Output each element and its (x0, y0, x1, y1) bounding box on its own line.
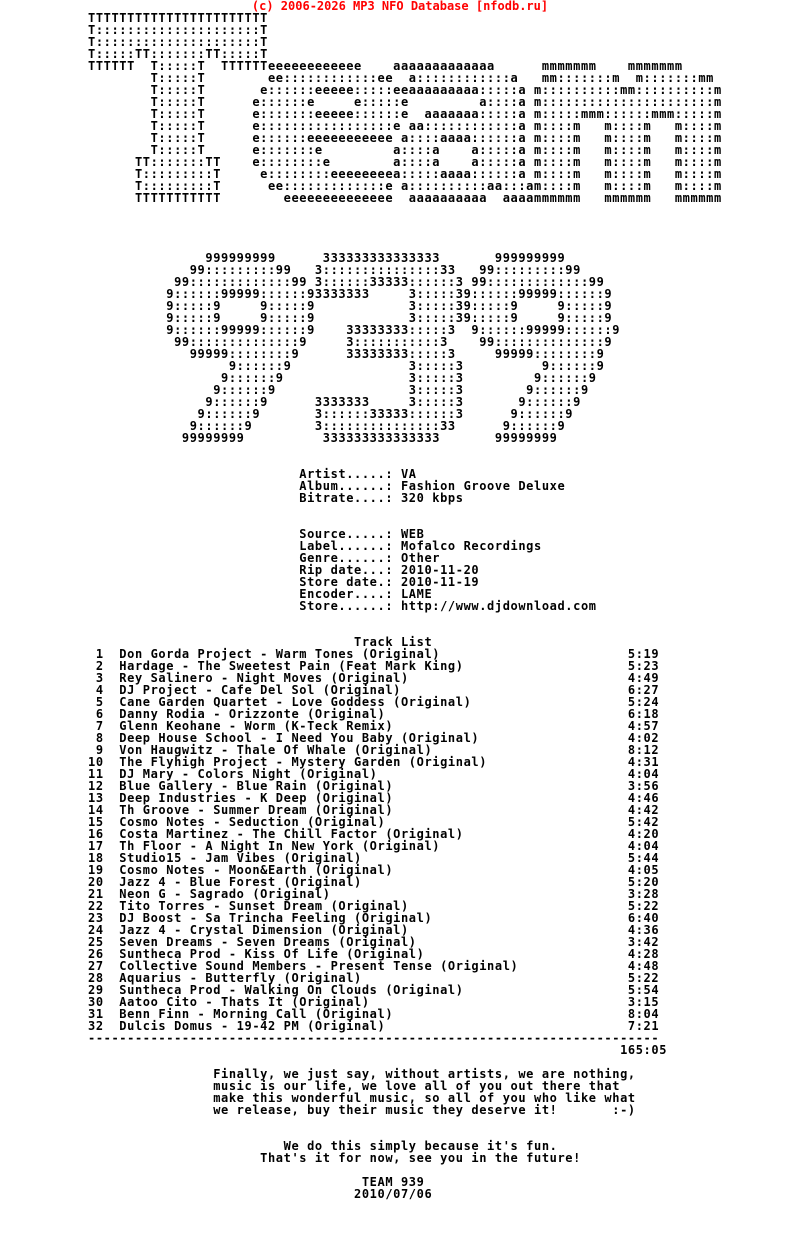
nfo-line: 10 The Flyhigh Project - Mystery Garden (Original) 4:31 (88, 755, 660, 769)
nfo-line: TTTTTTTTTTT eeeeeeeeeeeeee aaaaaaaaaa aaaammmmmm mmmmmm mmmmmm (88, 191, 722, 205)
nfo-line: Genre......: Other (88, 551, 441, 565)
nfo-line: 6 Danny Rodia - Orizzonte (Original) 6:18 (88, 707, 660, 721)
nfo-line: 9::::::9 3:::::3 9::::::9 (88, 359, 605, 373)
nfo-line: T:::::T e::::::eeeee:::::eeaaaaaaaaa:::::a m::::::::::mm::::::::::m (88, 83, 722, 97)
nfo-line: 99::::::::::::::9 3:::::::::::3 99::::::::::::::9 (88, 335, 613, 349)
nfo-line: Track List (88, 635, 433, 649)
nfo-line: 99999::::::::9 33333333:::::3 99999::::::::9 (88, 347, 605, 361)
nfo-line: music is our life, we love all of you out there that (88, 1079, 621, 1093)
nfo-line: 28 Aquarius - Butterfly (Original) 5:22 (88, 971, 660, 985)
nfo-line: 26 Suntheca Prod - Kiss Of Life (Original) 4:28 (88, 947, 660, 961)
nfo-line: 8 Deep House School - I Need You Baby (Original) 4:02 (88, 731, 660, 745)
nfo-line: TTTTTT T:::::T TTTTTTeeeeeeeeeeee aaaaaaaaaaaaa mmmmmmm mmmmmmm (88, 59, 683, 73)
nfo-line: Finally, we just say, without artists, we are nothing, (88, 1067, 636, 1081)
nfo-line: 17 Th Floor - A Night In New York (Original) 4:04 (88, 839, 660, 853)
nfo-line: Album......: Fashion Groove Deluxe (88, 479, 566, 493)
nfo-line: T:::::::::T e::::::::eeeeeeeea:::::aaaa::::::a m::::m m::::m m::::m (88, 167, 722, 181)
nfo-line: ------------------------------------------------------------------------- (88, 1031, 660, 1045)
nfo-line: 5 Cane Garden Quartet - Love Goddess (Original) 5:24 (88, 695, 660, 709)
nfo-line: Rip date...: 2010-11-20 (88, 563, 480, 577)
nfo-line: Bitrate....: 320 kbps (88, 491, 464, 505)
nfo-line: 25 Seven Dreams - Seven Dreams (Original) 3:42 (88, 935, 660, 949)
nfo-line: TEAM 939 (88, 1175, 425, 1189)
nfo-line: 9:::::9 9:::::9 3:::::39:::::9 9:::::9 (88, 311, 613, 325)
nfo-line: Source.....: WEB (88, 527, 425, 541)
nfo-line: Store......: http://www.djdownload.com (88, 599, 597, 613)
nfo-line: 9::::::9 3:::::3 9::::::9 (88, 371, 597, 385)
nfo-line: 99:::::::::99 3:::::::::::::::33 99:::::::::99 (88, 263, 581, 277)
nfo-line (88, 444, 722, 456)
nfo-line: T:::::T e:::::::e a::::a a:::::a m::::m m::::m m::::m (88, 143, 722, 157)
nfo-line: 7 Glenn Keohane - Worm (K-Teck Remix) 4:57 (88, 719, 660, 733)
nfo-line: 9::::::99999::::::93333333 3:::::39::::::99999::::::9 (88, 287, 613, 301)
nfo-text-block (88, 12, 722, 1200)
nfo-line: 23 DJ Boost - Sa Trincha Feeling (Original) 6:40 (88, 911, 660, 925)
nfo-line: 1 Don Gorda Project - Warm Tones (Original) 5:19 (88, 647, 660, 661)
nfo-line: T:::::::::::::::::::::T (88, 35, 268, 49)
nfo-line: 32 Dulcis Domus - 19-42 PM (Original) 7:21 (88, 1019, 660, 1033)
nfo-line (88, 504, 722, 516)
nfo-line: 20 Jazz 4 - Blue Forest (Original) 5:20 (88, 875, 660, 889)
nfo-line: 31 Benn Finn - Morning Call (Original) 8:04 (88, 1007, 660, 1021)
nfo-line: T:::::T e::::::e e:::::e a::::a m::::::::::::::::::::::m (88, 95, 722, 109)
nfo-line: 14 Th Groove - Summer Dream (Original) 4:42 (88, 803, 660, 817)
nfo-line: Encoder....: LAME (88, 587, 433, 601)
nfo-line: 9 Von Haugwitz - Thale Of Whale (Original) 8:12 (88, 743, 660, 757)
nfo-line: T:::::T e:::::::::::::::::e aa::::::::::::a m::::m m::::m m::::m (88, 119, 722, 133)
nfo-line: Label......: Mofalco Recordings (88, 539, 542, 553)
nfo-line (88, 204, 722, 216)
nfo-line: TT:::::::TT e::::::::e a::::a a:::::a m::::m m::::m m::::m (88, 155, 722, 169)
nfo-line: 999999999 333333333333333 999999999 (88, 251, 566, 265)
nfo-line: T:::::T e::::::eeeeeeeeeee a::::aaaa::::::a m::::m m::::m m::::m (88, 131, 722, 145)
nfo-line: Artist.....: VA (88, 467, 417, 481)
site-copyright-header: (c) 2006-2026 MP3 NFO Database [nfodb.ru] (251, 0, 549, 13)
nfo-line (88, 228, 722, 240)
nfo-line: make this wonderful music, so all of you who like what (88, 1091, 636, 1105)
nfo-line: We do this simply because it's fun. (88, 1139, 558, 1153)
nfo-line (88, 1116, 722, 1128)
nfo-line: 13 Deep Industries - K Deep (Original) 4:46 (88, 791, 660, 805)
nfo-line: 9::::::9 3::::::33333::::::3 9::::::9 (88, 407, 574, 421)
nfo-line: 29 Suntheca Prod - Walking On Clouds (Original) 5:54 (88, 983, 660, 997)
nfo-line: 18 Studio15 - Jam Vibes (Original) 5:44 (88, 851, 660, 865)
nfo-line: 9:::::9 9:::::9 3:::::39:::::9 9:::::9 (88, 299, 613, 313)
nfo-line: Store date.: 2010-11-19 (88, 575, 480, 589)
nfo-line: 11 DJ Mary - Colors Night (Original) 4:04 (88, 767, 660, 781)
nfo-line: 9::::::9 3333333 3:::::3 9::::::9 (88, 395, 581, 409)
nfo-line: TTTTTTTTTTTTTTTTTTTTTTT (88, 11, 268, 25)
nfo-line: 19 Cosmo Notes - Moon&Earth (Original) 4:05 (88, 863, 660, 877)
nfo-line: 30 Aatoo Cito - Thats It (Original) 3:15 (88, 995, 660, 1009)
nfo-line: T:::::::::::::::::::::T (88, 23, 268, 37)
nfo-line: 2 Hardage - The Sweetest Pain (Feat Mark King) 5:23 (88, 659, 660, 673)
nfo-line: 16 Costa Martinez - The Chill Factor (Original) 4:20 (88, 827, 660, 841)
nfo-line: 27 Collective Sound Members - Present Tense (Original) 4:48 (88, 959, 660, 973)
nfo-line: 4 DJ Project - Cafe Del Sol (Original) 6:27 (88, 683, 660, 697)
nfo-line: 99:::::::::::::99 3::::::33333::::::3 99:::::::::::::99 (88, 275, 605, 289)
nfo-line: 22 Tito Torres - Sunset Dream (Original) 5:22 (88, 899, 660, 913)
nfo-line: 9::::::9 3:::::3 9::::::9 (88, 383, 589, 397)
nfo-line: 9::::::99999::::::9 33333333:::::3 9::::::99999::::::9 (88, 323, 621, 337)
nfo-line: 12 Blue Gallery - Blue Rain (Original) 3:56 (88, 779, 660, 793)
nfo-line (88, 612, 722, 624)
nfo-line: 15 Cosmo Notes - Seduction (Original) 5:42 (88, 815, 660, 829)
nfo-line: T:::::T ee::::::::::::ee a::::::::::::a mm:::::::m m:::::::mm (88, 71, 714, 85)
nfo-line: 24 Jazz 4 - Crystal Dimension (Original) 4:36 (88, 923, 660, 937)
nfo-line: T:::::T e:::::::eeeee::::::e aaaaaaa:::::a m:::::mmm::::::mmm:::::m (88, 107, 722, 121)
nfo-line: 3 Rey Salinero - Night Moves (Original) 4:49 (88, 671, 660, 685)
nfo-line: T:::::::::T ee:::::::::::::e a::::::::::aa:::am::::m m::::m m::::m (88, 179, 722, 193)
nfo-line (88, 216, 722, 228)
nfo-line: T:::::TT:::::::TT:::::T (88, 47, 268, 61)
nfo-line: 21 Neon G - Sagrado (Original) 3:28 (88, 887, 660, 901)
nfo-line: 99999999 333333333333333 99999999 (88, 431, 558, 445)
nfo-line: 165:05 (88, 1043, 668, 1057)
nfo-line: we release, buy their music they deserve it! :-) (88, 1103, 636, 1117)
nfo-line: That's it for now, see you in the future! (88, 1151, 581, 1165)
nfo-line: 2010/07/06 (88, 1187, 433, 1201)
nfo-line: 9::::::9 3:::::::::::::::33 9::::::9 (88, 419, 566, 433)
